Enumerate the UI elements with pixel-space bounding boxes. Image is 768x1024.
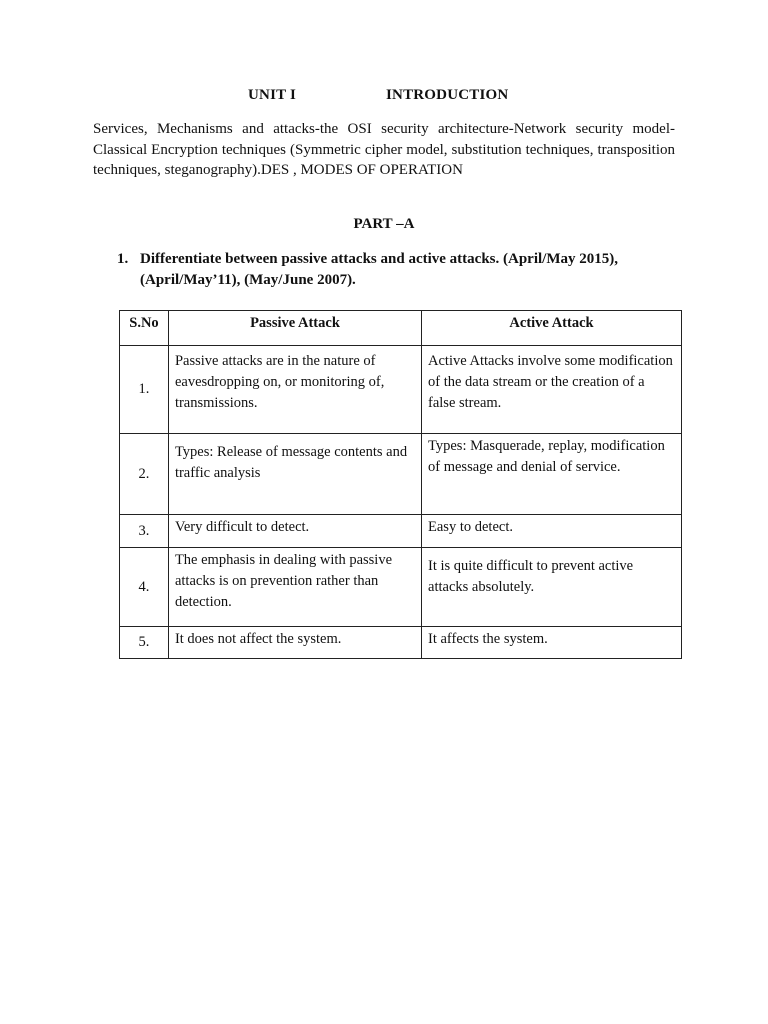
cell-sno: 5. [120, 627, 169, 659]
cell-passive: It does not affect the system. [168, 627, 421, 659]
cell-sno: 4. [120, 548, 169, 627]
table-row [120, 346, 682, 434]
question-text: Differentiate between passive attacks and active attacks. (April/May 2015), (April/May’11), (May/June 2007). [140, 251, 618, 288]
cell-active: It is quite difficult to prevent active attacks absolutely. [422, 548, 682, 627]
question-1 [117, 249, 677, 291]
unit-number: UNIT I [248, 87, 297, 103]
cell-passive: Very difficult to detect. [168, 515, 421, 548]
comparison-table [119, 310, 682, 659]
cell-sno: 2. [120, 434, 169, 515]
part-heading: PART –A [353, 216, 415, 232]
cell-active: It affects the system. [422, 627, 682, 659]
question-number: 1. [117, 251, 129, 267]
table-row [120, 434, 682, 515]
table-header-row [120, 311, 682, 346]
header-sno: S.No [120, 311, 169, 346]
table-row [120, 548, 682, 627]
table-row [120, 515, 682, 548]
header-active-attack: Active Attack [422, 311, 682, 346]
table-row [120, 627, 682, 659]
unit-title: INTRODUCTION [386, 87, 509, 103]
cell-passive: Types: Release of message contents and traffic analysis [168, 434, 421, 515]
cell-active: Types: Masquerade, replay, modification of message and denial of service. [422, 434, 682, 515]
cell-active: Active Attacks involve some modification of the data stream or the creation of a false stream. [422, 346, 682, 434]
cell-passive: Passive attacks are in the nature of eavesdropping on, or monitoring of, transmissions. [168, 346, 421, 434]
header-passive-attack: Passive Attack [168, 311, 421, 346]
syllabus-paragraph: Services, Mechanisms and attacks-the OSI security architecture-Network security model-Classical Encryption techniques (Symmetric cipher model, substitution techniques, transposition techniques, steganography).DES , MODES OF OPERATION [93, 121, 675, 178]
cell-sno: 3. [120, 515, 169, 548]
cell-sno: 1. [120, 346, 169, 434]
cell-active: Easy to detect. [422, 515, 682, 548]
cell-passive: The emphasis in dealing with passive attacks is on prevention rather than detection. [168, 548, 421, 627]
